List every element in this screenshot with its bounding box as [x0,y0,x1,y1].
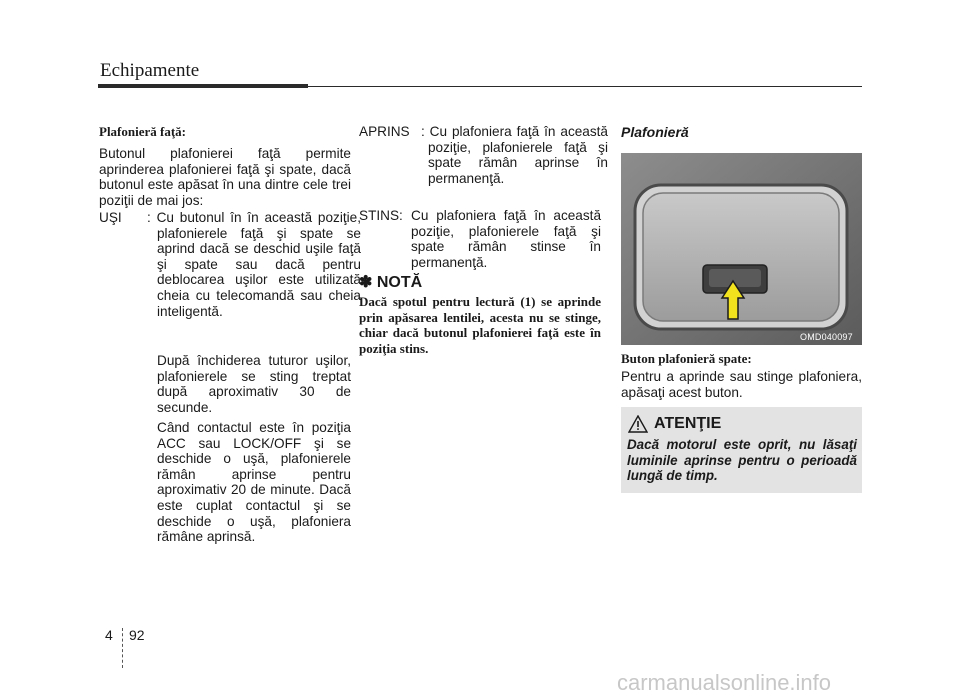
chapter-number: 4 [105,627,113,643]
term-stins-text: Cu plafoniera faţă în această poziţie, plafonierele faţă şi spate rămân stinse în permanenţă. [411,208,601,270]
page-divider [122,628,123,668]
photo-code: OMD040097 [800,332,853,342]
term-aprins-text: : Cu plafoniera faţă în această poziţie, plafonierele faţă şi spate rămân aprinse în permanenţă. [421,124,608,186]
note-text: Dacă spotul pentru lectură (1) se aprinde prin apăsarea lentilei, acesta nu se stinge, chiar dacă butonul plafonierei faţă este în poziţia stins. [359,294,601,356]
rear-lamp-photo [621,153,862,345]
rear-lamp-title: Plafonieră [621,124,689,140]
term-usi: UŞI [99,210,122,225]
page-number: 92 [129,627,145,643]
watermark: carmanualsonline.info [617,670,832,695]
usi-paragraph-3: Când contactul este în poziţia ACC sau LOCK/OFF şi se deschide o uşă, plafonierele rămân aprinse pentru aproximativ 20 de minute. Dacă este cuplat contactul şi se deschide o uşă, plafoniera rămâne aprinsă. [157,420,351,545]
term-stins: STINS: [359,208,403,223]
warning-triangle-icon [628,415,648,433]
warning-text: Dacă motorul este oprit, nu lăsaţi luminile aprinse pentru o perioadă lungă de timp. [627,437,857,484]
warning-title: ATENŢIE [654,415,722,432]
term-usi-text: : Cu butonul în în această poziţie, plafonierele faţă şi spate se aprind dacă se deschid uşile faţă şi spate sau dacă pentru deblocarea uşilor este utilizată cheia cu telecomandă sau cheia inteligentă. [147,210,361,319]
note-title: ✽ NOTĂ [359,274,423,291]
rear-lamp-text: Pentru a aprinde sau stinge plafoniera, apăsaţi acest buton. [621,369,862,400]
usi-paragraph-2: După închiderea tuturor uşilor, plafonierele se sting treptat după aproximativ 30 de secunde. [157,353,351,415]
header-rule-thick [98,84,308,88]
rear-lamp-subheading: Buton plafonieră spate: [621,351,752,366]
rear-lamp-illustration [621,153,862,345]
term-aprins: APRINS [359,124,410,139]
front-lamp-intro: Butonul plafonierei faţă permite aprinderea plafonierei faţă şi spate, dacă butonul este apăsat în una dintre cele trei poziţii de mai jos: [99,146,351,208]
section-title: Echipamente [100,60,200,81]
header-rule-thin [308,86,862,87]
front-lamp-heading: Plafonieră faţă: [99,124,187,139]
